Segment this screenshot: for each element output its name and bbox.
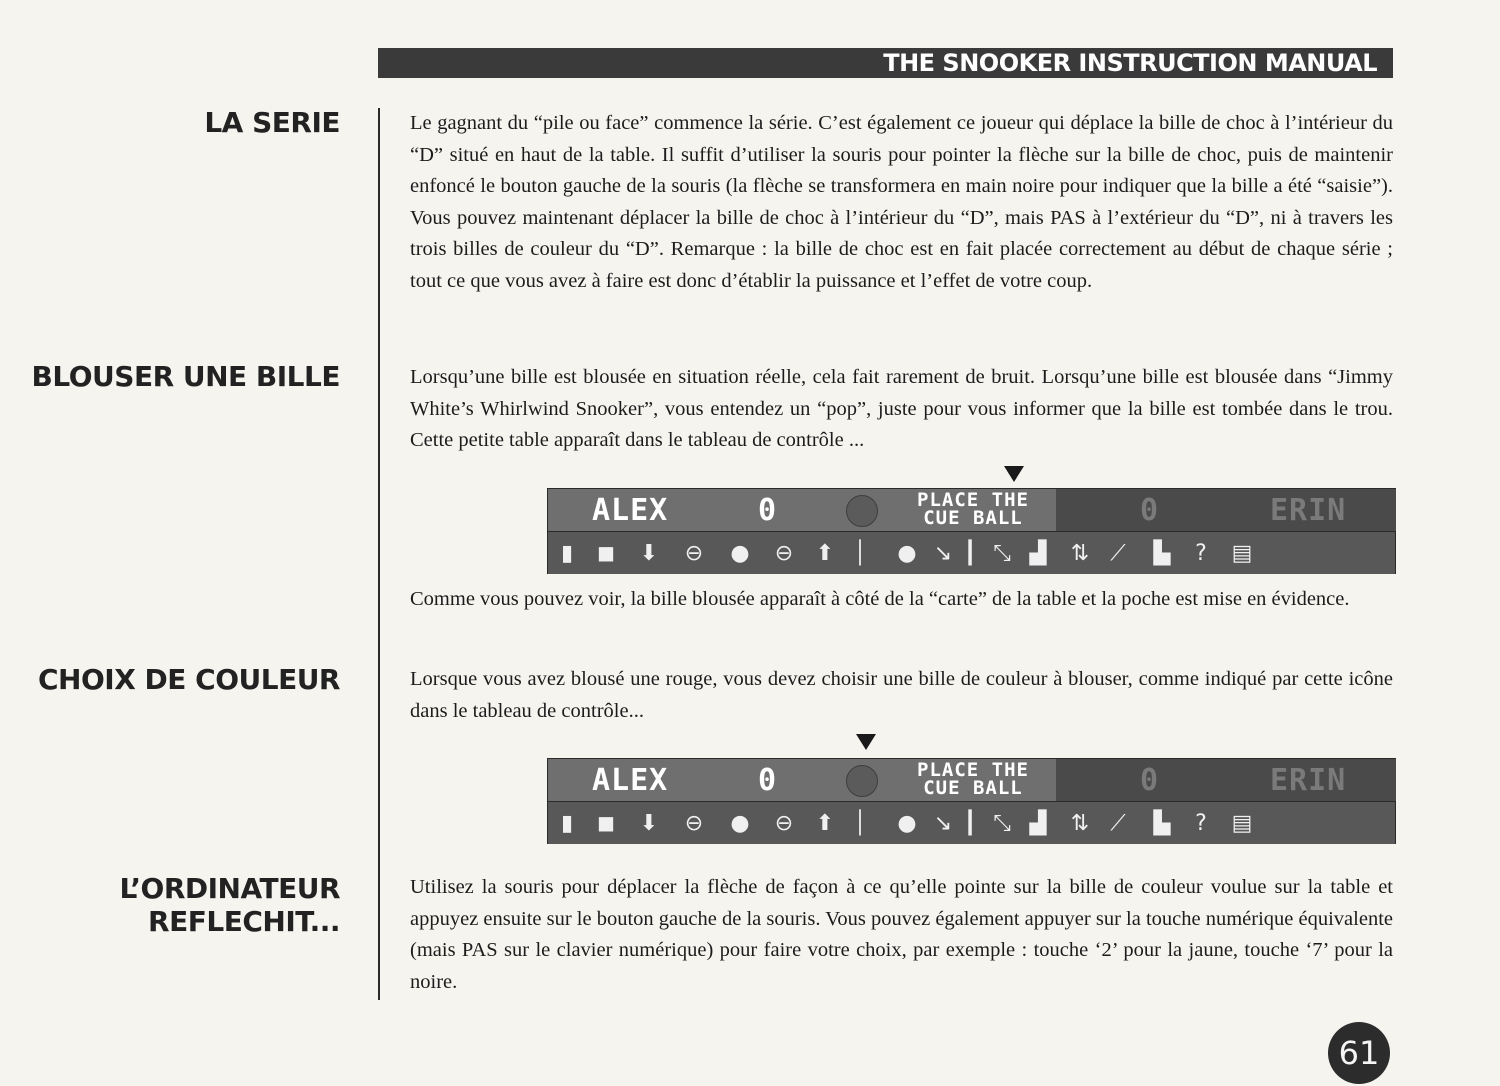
page-number: 61: [1328, 1022, 1390, 1084]
status-message: PLACE THE CUE BALL: [917, 489, 1029, 529]
manual-title: THE SNOOKER INSTRUCTION MANUAL: [883, 49, 1377, 77]
column-divider: [378, 108, 380, 1000]
potted-ball-icon: [846, 495, 878, 527]
help-icon[interactable]: ?: [1195, 810, 1207, 836]
heading-line-2: REFLECHIT...: [148, 905, 340, 938]
heading-choix-de-couleur: CHOIX DE COULEUR: [37, 663, 340, 696]
cue-stick-icon[interactable]: ▮: [560, 810, 574, 836]
paragraph-choix-de-couleur: Lorsque vous avez blousé une rouge, vous devez choisir une bille de couleur à blouser, comme indiqué par cette icône dans le tableau de contrôle...: [410, 668, 1393, 722]
table-map-icon[interactable]: ◼: [596, 540, 616, 566]
spin-arrow-icon[interactable]: ↘: [933, 540, 953, 566]
colour-choice-icon: [846, 765, 878, 797]
player-left-score: 0: [758, 763, 778, 798]
printer-icon[interactable]: ▙: [1153, 810, 1171, 836]
player-right-score: 0: [1140, 763, 1160, 798]
cue-ball-up-icon[interactable]: ⬆: [815, 810, 835, 836]
menu-icon[interactable]: ▤: [1231, 540, 1253, 566]
paragraph-la-serie: Le gagnant du “pile ou face” commence la série. C’est également ce joueur qui déplace la bille de choc à l’intérieur du “D” situé en haut de la table. Il suffit d’utiliser la souris pour pointer la flèche sur la bille de choc, puis de maintenir enfoncé le bouton gauche de la souris (la flèche se transformera en main noire pour indiquer que la bille a été “saisie”). Vous pouvez maintenant déplacer la bille de choc à l’intérieur du “D”, mais PAS à l’extérieur du “D”, ni à travers les trois billes de couleur du “D”. Remarque : la bille de choc est en fait placée correctement au début de chaque série ; tout ce que vous avez à faire est donc d’établir la puissance et l’effet de votre coup.: [410, 112, 1393, 292]
shot-line-icon[interactable]: ⇅: [1070, 810, 1090, 836]
cue-ball-center-icon[interactable]: ●: [730, 810, 750, 836]
table-map-icon[interactable]: ◼: [596, 810, 616, 836]
player-left-score: 0: [758, 493, 778, 528]
help-icon[interactable]: ?: [1195, 540, 1207, 566]
power-icon[interactable]: ⟋: [1110, 810, 1126, 836]
paragraph-blouser-1: Lorsqu’une bille est blousée en situation réelle, cela fait rarement de bruit. Lorsqu’une bille est blousée dans “Jimmy White’s Whirlwind Snooker”, vous entendez un “pop”, juste pour vous informer que la bille est tombée dans le trou. Cette petite table apparaît dans le tableau de contrôle ...: [410, 366, 1393, 451]
player-right-score: 0: [1140, 493, 1160, 528]
paragraph-ordinateur-reflechit: Utilisez la souris pour déplacer la flèche de façon à ce qu’elle pointe sur la bille de couleur voulue sur la table et appuyez ensuite sur le bouton gauche de la souris. Vous pouvez également appuyer sur la touche numérique équivalente (mais PAS sur le clavier numérique) pour faire votre choix, par exemple : touche ‘2’ pour la jaune, touche ‘7’ pour la noire.: [410, 876, 1393, 993]
control-panel-top-row: [548, 489, 1395, 531]
player-left-name: ALEX: [592, 763, 669, 798]
spin-arrow-icon[interactable]: ↘: [933, 810, 953, 836]
cue-ball-right-icon[interactable]: ⊖: [774, 810, 794, 836]
control-panel-top-row: [548, 759, 1395, 801]
control-panel-icon-row: [548, 532, 1395, 574]
pocket-icon[interactable]: ▟: [1029, 540, 1047, 566]
heading-line-1: L’ORDINATEUR: [119, 872, 340, 905]
heading-la-serie: LA SERIE: [204, 106, 340, 139]
paragraph-blouser-2: Comme vous pouvez voir, la bille blousée apparaît à côté de la “carte” de la table et la poche est mise en évidence.: [410, 588, 1350, 610]
white-ball-icon[interactable]: ●: [897, 540, 917, 566]
shot-line-icon[interactable]: ⇅: [1070, 540, 1090, 566]
control-panel-icon-row: [548, 802, 1395, 844]
power-icon[interactable]: ⟋: [1110, 540, 1126, 566]
cue-ball-up-icon[interactable]: ⬆: [815, 540, 835, 566]
cue-ball-center-icon[interactable]: ●: [730, 540, 750, 566]
pointer-arrow-icon: [1004, 466, 1024, 482]
view-angle-icon[interactable]: ⤡: [993, 540, 1011, 566]
cue-angle-icon[interactable]: ┃: [963, 810, 977, 836]
control-panel-screenshot-2: [547, 758, 1396, 844]
player-right-name: ERIN: [1270, 763, 1347, 798]
pocket-icon[interactable]: ▟: [1029, 810, 1047, 836]
aim-line-icon[interactable]: │: [853, 810, 867, 836]
printer-icon[interactable]: ▙: [1153, 540, 1171, 566]
view-angle-icon[interactable]: ⤡: [993, 810, 1011, 836]
cue-stick-icon[interactable]: ▮: [560, 540, 574, 566]
player-right-name: ERIN: [1270, 493, 1347, 528]
heading-blouser-une-bille: BLOUSER UNE BILLE: [31, 360, 340, 393]
cue-ball-down-icon[interactable]: ⬇: [639, 540, 659, 566]
cue-ball-left-icon[interactable]: ⊖: [684, 810, 704, 836]
player-left-name: ALEX: [592, 493, 669, 528]
heading-ordinateur-reflechit: [119, 872, 340, 938]
cue-ball-left-icon[interactable]: ⊖: [684, 540, 704, 566]
cue-angle-icon[interactable]: ┃: [963, 540, 977, 566]
cue-ball-right-icon[interactable]: ⊖: [774, 540, 794, 566]
pointer-arrow-icon-2: [856, 734, 876, 750]
status-message: PLACE THE CUE BALL: [917, 759, 1029, 799]
aim-line-icon[interactable]: │: [853, 540, 867, 566]
cue-ball-down-icon[interactable]: ⬇: [639, 810, 659, 836]
white-ball-icon[interactable]: ●: [897, 810, 917, 836]
page-header: [378, 48, 1393, 78]
menu-icon[interactable]: ▤: [1231, 810, 1253, 836]
control-panel-screenshot-1: [547, 488, 1396, 574]
